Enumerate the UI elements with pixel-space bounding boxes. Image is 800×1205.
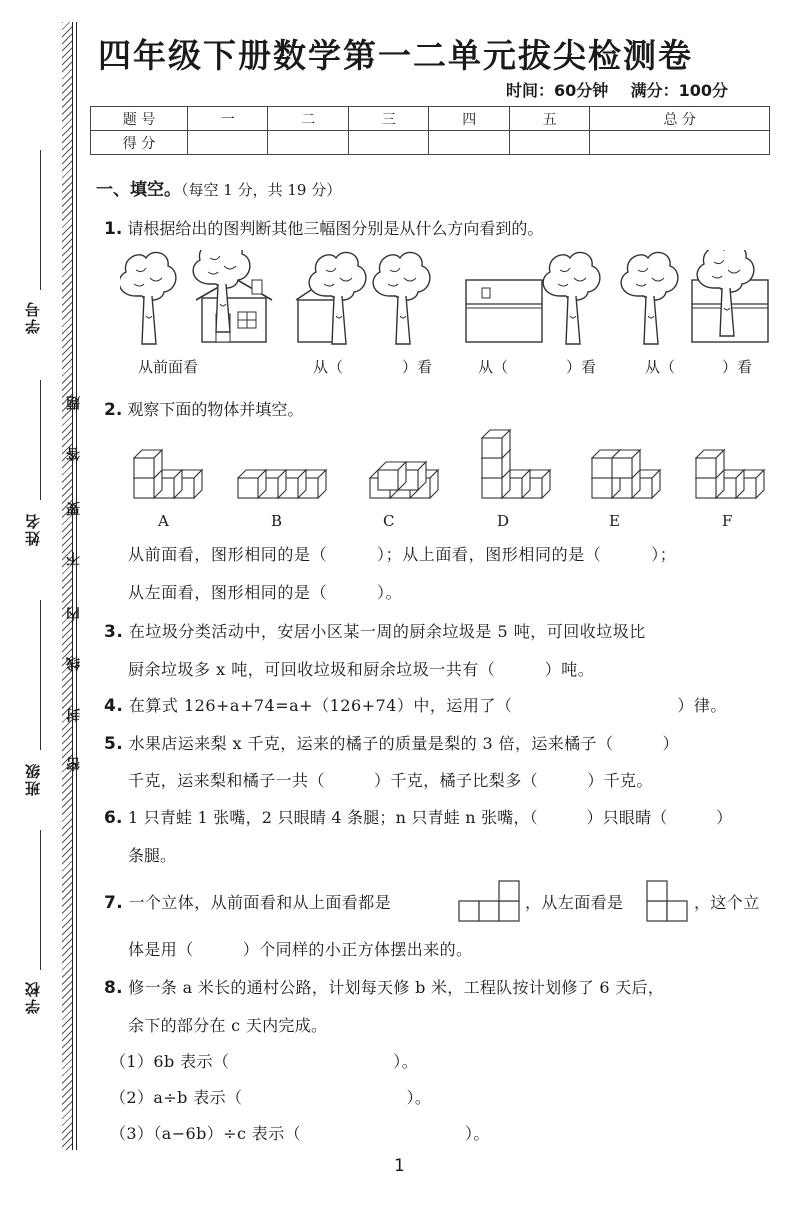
q7-front-top-view — [458, 880, 522, 922]
q1-caption-front: 从前面看 — [138, 358, 199, 376]
tree-icon — [373, 252, 430, 344]
q1-answer-blank[interactable] — [682, 356, 722, 376]
tree-icon — [621, 252, 678, 344]
exam-meta — [506, 78, 728, 101]
score-input-cell[interactable] — [268, 131, 348, 155]
question-6 — [104, 808, 732, 828]
shape-label-a: A — [158, 512, 169, 530]
question-number: 8. — [104, 978, 123, 998]
question-2 — [104, 400, 303, 420]
question-text: 在垃圾分类活动中，安居小区某一周的厨余垃圾是 5 吨，可回收垃圾比 — [128, 622, 646, 641]
score-table — [90, 106, 770, 155]
score-input-cell[interactable] — [590, 131, 770, 155]
seal-char: 内 — [66, 607, 82, 621]
q8-sub-3: （3）（a−6b）÷c 表示（ ）。 — [110, 1124, 490, 1143]
shape-d — [482, 430, 550, 498]
time-limit: 时间：60分钟 — [506, 81, 609, 100]
q7-part-3: ，这个立 — [694, 893, 760, 912]
margin-double-rule — [72, 22, 77, 1150]
score-cell: 总 分 — [590, 107, 770, 131]
q2-line-1: 从前面看，图形相同的是（ ）；从上面看，图形相同的是（ ）； — [128, 545, 677, 564]
score-cell: 得 分 — [91, 131, 188, 155]
question-text: 观察下面的物体并填空。 — [127, 400, 304, 419]
seal-char: 不 — [66, 552, 82, 566]
question-8 — [104, 978, 664, 998]
question-text: 请根据给出的图判断其他三幅图分别是从什么方向看到的。 — [127, 219, 544, 238]
score-input-cell[interactable] — [188, 131, 268, 155]
shape-e — [592, 450, 660, 498]
score-table-header-row — [91, 107, 770, 131]
question-text: 水果店运来梨 x 千克，运来的橘子的质量是梨的 3 倍，运来橘子（ ） — [128, 734, 679, 753]
page-title: 四年级下册数学第一二单元拔尖检测卷 — [98, 36, 693, 75]
seal-char: 封 — [66, 708, 82, 722]
question-4 — [104, 696, 727, 716]
shape-a — [134, 450, 202, 498]
school-label: 学校 — [24, 980, 42, 1014]
shape-label-c: C — [383, 512, 395, 530]
shape-b — [238, 470, 326, 498]
q1-caption-close: ）看 — [722, 358, 753, 376]
seal-char: 要 — [66, 502, 82, 516]
q7-line-2: 体是用（ ）个同样的小正方体摆出来的。 — [128, 940, 473, 959]
q5-line-2: 千克，运来梨和橘子一共（ ）千克，橘子比梨多（ ）千克。 — [128, 771, 653, 790]
house-top-icon — [466, 280, 542, 342]
score-input-cell[interactable] — [348, 131, 428, 155]
q1-caption-open: 从（ — [313, 358, 344, 376]
shape-label-e: E — [609, 512, 620, 530]
shape-label-f: F — [722, 512, 733, 530]
seal-char: 答 — [66, 447, 82, 461]
class-line — [40, 600, 41, 750]
section-note: （每空 1 分，共 19 分） — [181, 181, 342, 199]
seal-char: 线 — [66, 657, 82, 671]
q1-answer-blank[interactable] — [515, 356, 565, 376]
q1-caption-open: 从（ — [645, 358, 676, 376]
q1-caption-close: ）看 — [566, 358, 597, 376]
score-input-cell[interactable] — [429, 131, 509, 155]
q3-line-2: 厨余垃圾多 x 吨，可回收垃圾和厨余垃圾一共有（ ）吨。 — [128, 660, 595, 679]
q1-caption-open: 从（ — [478, 358, 509, 376]
question-number: 4. — [104, 696, 124, 716]
score-cell: 二 — [268, 107, 348, 131]
full-score: 满分：100分 — [630, 81, 728, 100]
question-7 — [104, 893, 391, 913]
question-3 — [104, 622, 646, 642]
page-number: 1 — [394, 1156, 405, 1176]
score-table-score-row — [91, 131, 770, 155]
q6-line-2: 条腿。 — [128, 846, 177, 865]
shape-f — [696, 450, 764, 498]
section-title: 一、填空。 — [96, 180, 181, 200]
score-input-cell[interactable] — [509, 131, 589, 155]
seal-char: 密 — [66, 757, 82, 771]
question-number: 5. — [104, 734, 124, 754]
tree-icon — [120, 252, 176, 344]
class-label: 班级 — [24, 762, 42, 796]
shape-c — [370, 462, 438, 498]
q2-line-2: 从左面看，图形相同的是（ ）。 — [128, 583, 403, 602]
q1-caption-close: ）看 — [402, 358, 433, 376]
name-line — [40, 380, 41, 500]
question-text: 在算式 126+a+74=a+（126+74）中，运用了（ ）律。 — [128, 696, 727, 715]
q8-line-2: 余下的部分在 c 天内完成。 — [128, 1016, 328, 1035]
q8-sub-1: （1）6b 表示（ ）。 — [110, 1052, 419, 1071]
student-id-label: 学号 — [24, 300, 42, 334]
question-5 — [104, 734, 679, 754]
question-number: 3. — [104, 622, 124, 642]
question-text: 修一条 a 米长的通村公路，计划每天修 b 米，工程队按计划修了 6 天后， — [128, 978, 665, 997]
score-cell: 题 号 — [91, 107, 188, 131]
question-text: 一个立体，从前面看和从上面看都是 — [128, 893, 391, 912]
school-line — [40, 830, 41, 970]
question-text: 1 只青蛙 1 张嘴，2 只眼睛 4 条腿；n 只青蛙 n 张嘴，（ ）只眼睛（ ） — [127, 808, 733, 827]
question-number: 1. — [104, 219, 123, 239]
q2-cube-figures — [120, 420, 780, 505]
q8-sub-2: （2）a÷b 表示（ ）。 — [110, 1088, 432, 1107]
q7-part-2: ，从左面看是 — [525, 893, 624, 912]
section-heading — [96, 180, 341, 200]
score-cell: 一 — [188, 107, 268, 131]
q7-left-view — [646, 880, 690, 922]
student-id-line — [40, 150, 41, 290]
score-cell: 五 — [509, 107, 589, 131]
margin-hatch-rule — [62, 22, 72, 1150]
q1-figures — [120, 250, 780, 350]
q1-answer-blank[interactable] — [350, 356, 400, 376]
shape-label-b: B — [271, 512, 283, 530]
score-cell: 三 — [348, 107, 428, 131]
house-front-icon — [196, 278, 272, 342]
question-number: 2. — [104, 400, 123, 420]
shape-label-d: D — [497, 512, 510, 530]
tree-icon — [543, 252, 600, 344]
question-1 — [104, 219, 543, 239]
seal-char: 题 — [66, 396, 82, 410]
name-label: 姓名 — [24, 512, 42, 546]
question-number: 6. — [104, 808, 123, 828]
score-cell: 四 — [429, 107, 509, 131]
question-number: 7. — [104, 893, 124, 913]
